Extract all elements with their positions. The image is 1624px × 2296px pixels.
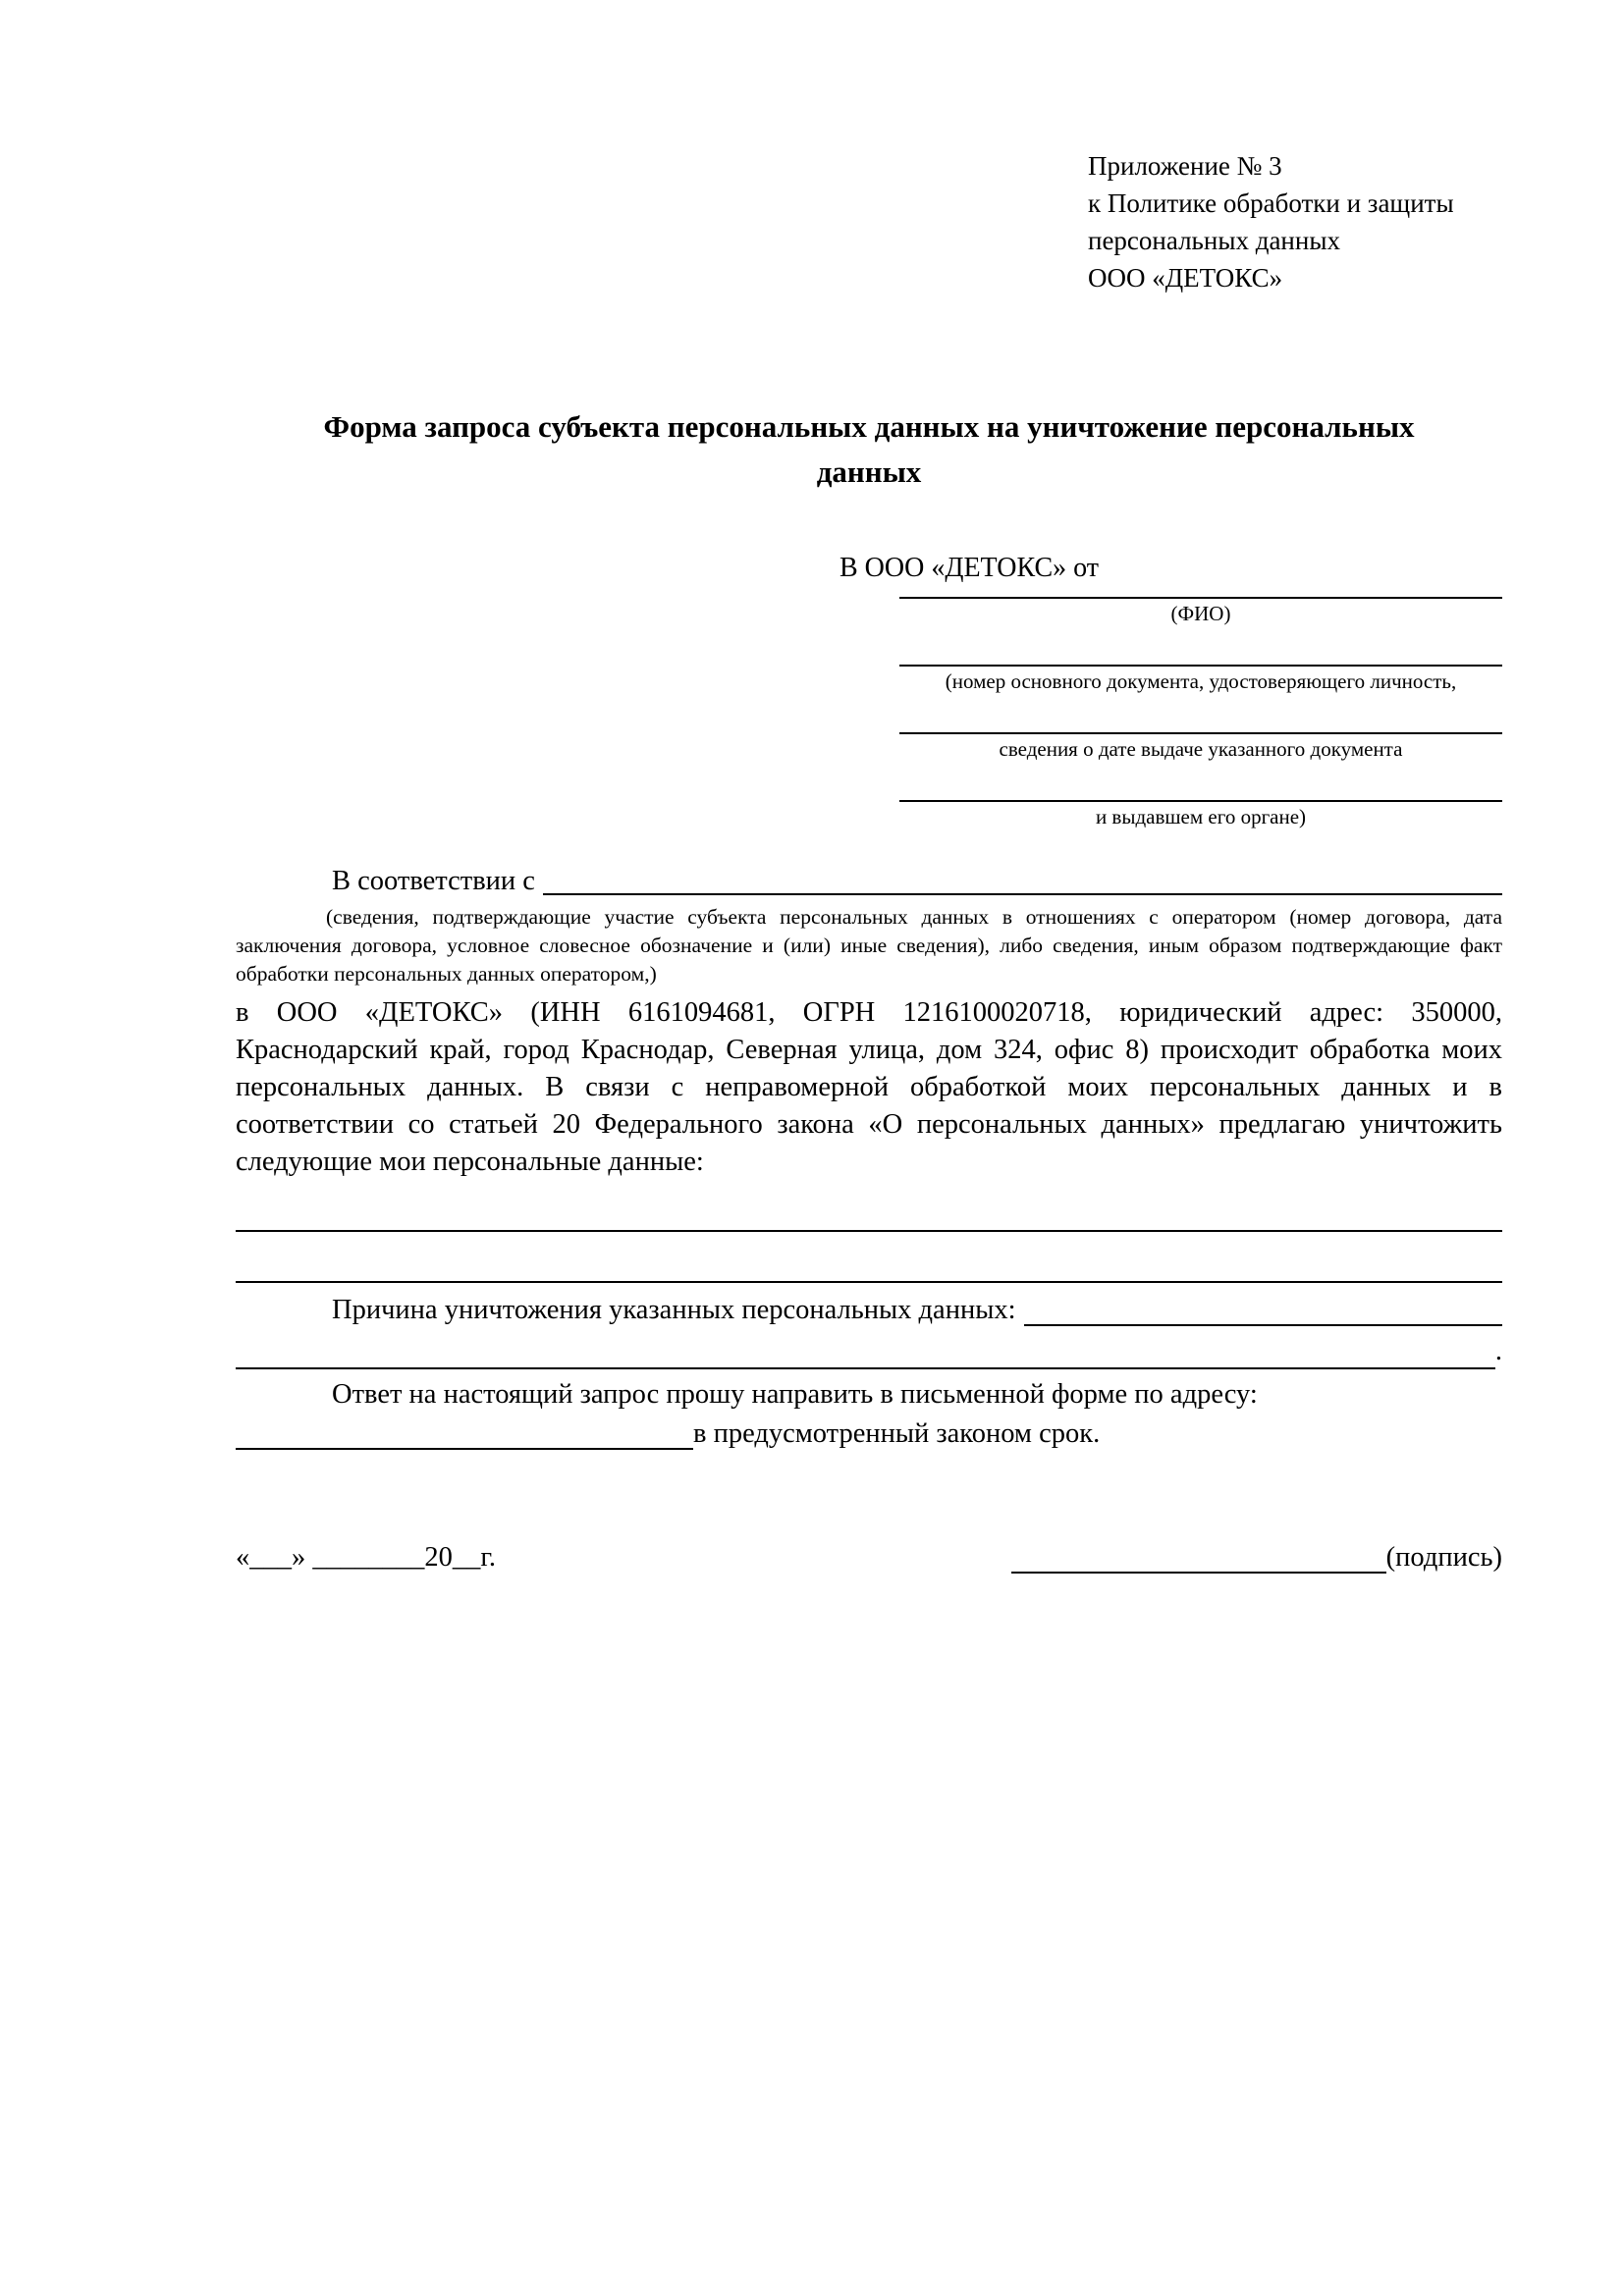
date-line: «___» ________20__г. [236,1542,496,1573]
fill-line-issuing-authority [899,761,1502,802]
fill-line-signature [1011,1572,1386,1574]
accordance-row [236,864,1502,899]
explanatory-note: (сведения, подтверждающие участие субъекта персональных данных в отношениях с оператором (номер договора, дата заключения договора, условное словесное обозначение и (или) иные сведения), либо сведения, иным образом подтверждающие факт обработки персональных данных оператором,) [236,905,1502,986]
fill-line-accordance [543,893,1502,895]
appendix-header-line: ООО «ДЕТОКС» [1088,263,1283,293]
caption-document: (номер основного документа, удостоверяющего личность, [945,669,1457,693]
fill-line-issue-date [899,693,1502,734]
fill-line-document [899,625,1502,667]
document-title: Форма запроса субъекта персональных данных на уничтожение персональных данных [323,409,1415,489]
appendix-header-line: персональных данных [1088,226,1340,255]
fill-line-reason-2 [236,1367,1495,1369]
fill-line-reason-1 [1024,1324,1502,1326]
fill-line-data-1 [236,1181,1502,1232]
fill-line-address [236,1448,693,1450]
caption-issuing-authority: и выдавшем его органе) [1095,805,1307,828]
addressee-block [236,552,1502,828]
caption-fio: (ФИО) [1170,602,1231,625]
accordance-lead-text: В соответствии с [332,866,535,896]
reason-end-period: . [1494,1336,1502,1366]
appendix-header [1088,147,1502,296]
response-address-row [236,1415,1502,1454]
addressee-row-issuing-authority [899,761,1502,828]
signature-caption: (подпись) [1385,1542,1502,1573]
addressee-row-document [899,625,1502,693]
signature-group [1011,1538,1502,1577]
fill-line-data-2 [236,1232,1502,1283]
addressee-to-line: В ООО «ДЕТОКС» от [839,553,1100,583]
addressee-row-fio [899,585,1502,625]
addressee-row-issue-date [899,693,1502,761]
reason-end-row [236,1330,1502,1373]
caption-issue-date: сведения о дате выдаче указанного документа [999,737,1403,761]
appendix-header-line: Приложение № 3 [1088,151,1282,181]
response-paragraph: Ответ на настоящий запрос прошу направить в письменной форме по адресу: [332,1379,1258,1410]
reason-row [236,1291,1502,1330]
fill-line-fio [899,585,1502,599]
reason-lead-text: Причина уничтожения указанных персональных данных: [332,1295,1016,1325]
appendix-header-line: к Политике обработки и защиты [1088,188,1454,218]
footer-row [236,1538,1502,1577]
main-paragraph: в ООО «ДЕТОКС» (ИНН 6161094681, ОГРН 1216100020718, юридический адрес: 350000, Краснодарский край, город Краснодар, Северная улица, дом 324, офис 8) происходит обработка моих персональных данных. В связи с неправомерной обработкой моих персональных данных и в соответствии со статьей 20 Федерального закона «О персональных данных» предлагаю уничтожить следующие мои персональные данные: [236,997,1502,1177]
response-tail-text: в предусмотренный законом срок. [693,1418,1101,1449]
